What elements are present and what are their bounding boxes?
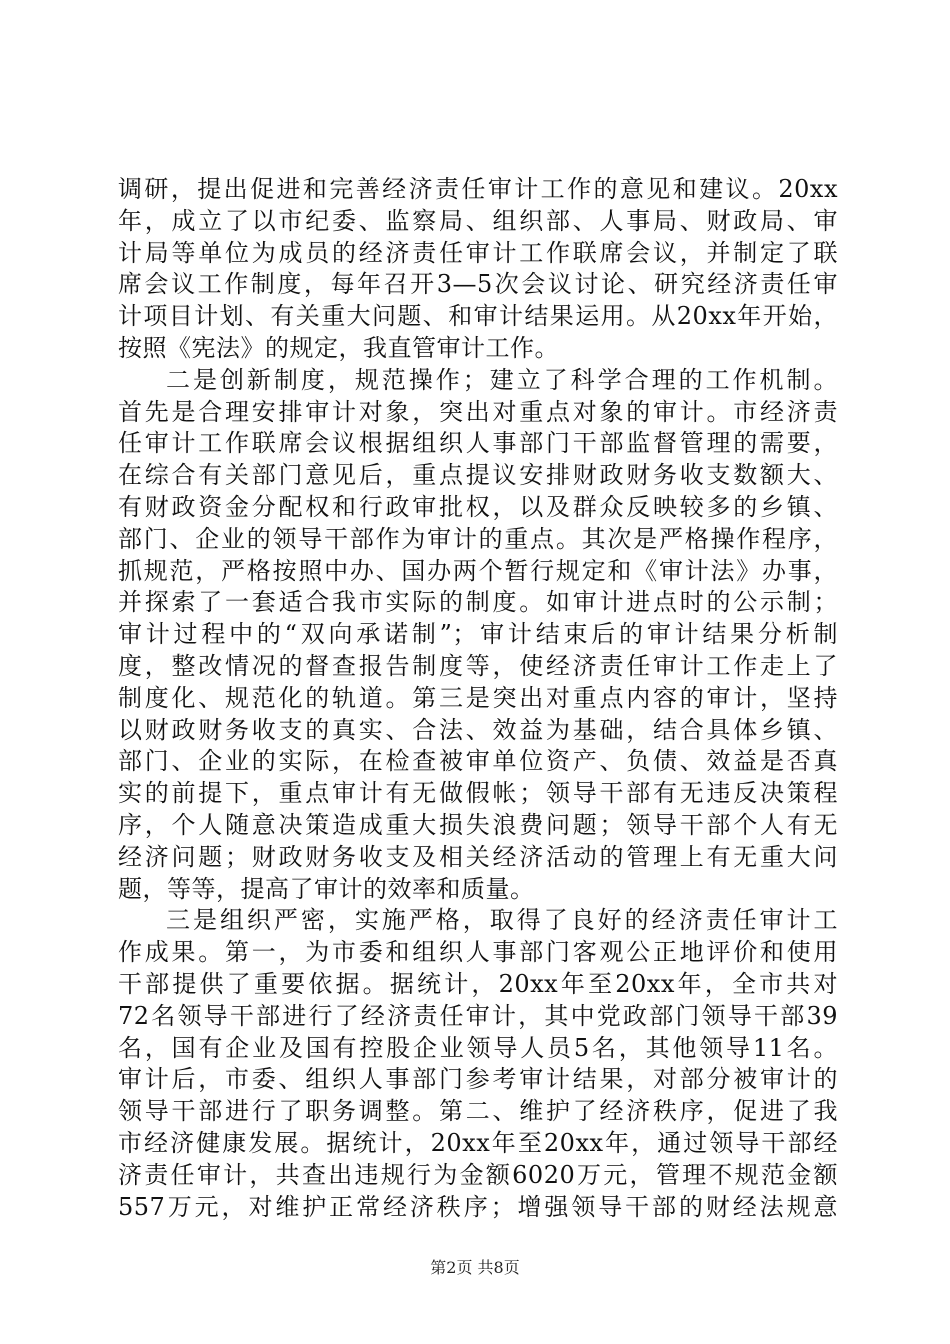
- text-line: 部门、企业的实际，在检查被审单位资产、负债、效益是否真: [118, 747, 838, 776]
- text-line: 二是创新制度，规范操作；建立了科学合理的工作机制。: [166, 365, 838, 394]
- text-line: 72名领导干部进行了经济责任审计，其中党政部门领导干部39: [118, 1001, 838, 1030]
- text-line: 在综合有关部门意见后，重点提议安排财政财务收支数额大、: [118, 461, 838, 490]
- text-line: 任审计工作联席会议根据组织人事部门干部监督管理的需要，: [118, 429, 838, 458]
- document-body: [118, 174, 838, 1223]
- text-line: 三是组织严密，实施严格，取得了良好的经济责任审计工: [166, 906, 838, 935]
- text-line: 度，整改情况的督查报告制度等，使经济责任审计工作走上了: [118, 651, 838, 680]
- text-line: 实的前提下，重点审计有无做假帐；领导干部有无违反决策程: [118, 779, 838, 808]
- text-line: 作成果。第一，为市委和组织人事部门客观公正地评价和使用: [118, 938, 838, 967]
- text-line: 审计过程中的“双向承诺制”；审计结束后的审计结果分析制: [118, 620, 838, 649]
- text-line: 市经济健康发展。据统计，20xx年至20xx年，通过领导干部经: [118, 1128, 838, 1157]
- text-line: 干部提供了重要依据。据统计，20xx年至20xx年，全市共对: [118, 969, 838, 998]
- text-line: 按照《宪法》的规定，我直管审计工作。: [118, 333, 559, 362]
- text-line: 济责任审计，共查出违规行为金额6020万元，管理不规范金额: [118, 1160, 838, 1189]
- text-line: 并探索了一套适合我市实际的制度。如审计进点时的公示制；: [118, 588, 838, 617]
- text-line: 序，个人随意决策造成重大损失浪费问题；领导干部个人有无: [118, 810, 838, 839]
- text-line: 调研，提出促进和完善经济责任审计工作的意见和建议。20xx: [118, 175, 838, 203]
- text-line: 部门、企业的领导干部作为审计的重点。其次是严格操作程序，: [118, 524, 838, 553]
- text-line: 制度化、规范化的轨道。第三是突出对重点内容的审计，坚持: [118, 683, 838, 712]
- text-line: 抓规范，严格按照中办、国办两个暂行规定和《审计法》办事，: [118, 556, 838, 585]
- text-line: 以财政财务收支的真实、合法、效益为基础，结合具体乡镇、: [118, 715, 838, 744]
- text-line: 有财政资金分配权和行政审批权，以及群众反映较多的乡镇、: [118, 492, 838, 521]
- text-line: 计项目计划、有关重大问题、和审计结果运用。从20xx年开始，: [118, 302, 838, 331]
- text-line: 名，国有企业及国有控股企业领导人员5名，其他领导11名。: [118, 1033, 838, 1062]
- text-line: 首先是合理安排审计对象，突出对重点对象的审计。市经济责: [118, 397, 838, 426]
- text-line: 题，等等，提高了审计的效率和质量。: [118, 874, 535, 903]
- page-footer: 第2页 共8页: [430, 1258, 520, 1277]
- text-line: 经济问题；财政财务收支及相关经济活动的管理上有无重大问: [118, 842, 838, 871]
- text-line: 审计后，市委、组织人事部门参考审计结果，对部分被审计的: [118, 1065, 838, 1094]
- text-line: 计局等单位为成员的经济责任审计工作联席会议，并制定了联: [118, 238, 838, 267]
- text-line: 557万元，对维护正常经济秩序；增强领导干部的财经法规意: [118, 1192, 838, 1221]
- text-line: 席会议工作制度，每年召开3—5次会议讨论、研究经济责任审: [118, 270, 838, 299]
- text-line: 领导干部进行了职务调整。第二、维护了经济秩序，促进了我: [118, 1097, 838, 1126]
- text-line: 年，成立了以市纪委、监察局、组织部、人事局、财政局、审: [118, 206, 838, 235]
